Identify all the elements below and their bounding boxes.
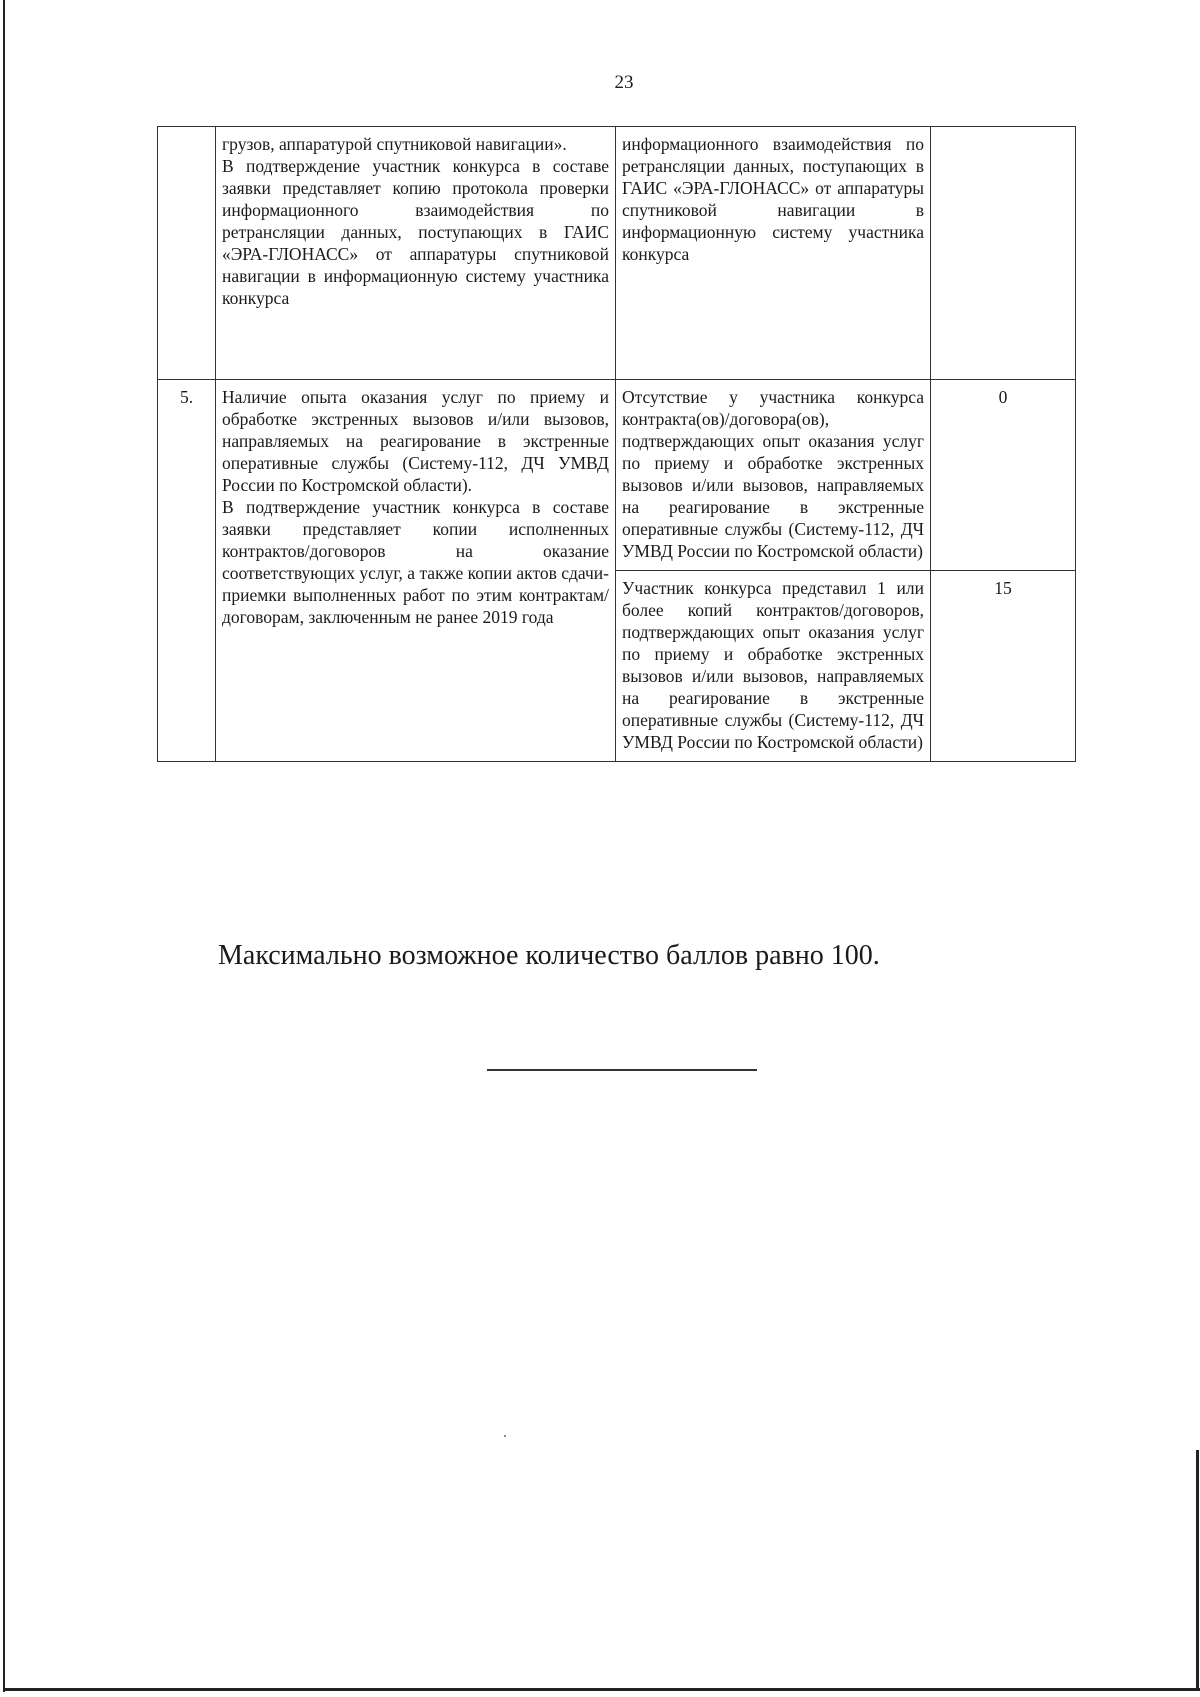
- closing-statement: Максимально возможное количество баллов равно 100.: [218, 940, 880, 971]
- row-number-cell: 5.: [158, 380, 216, 762]
- condition-cell: Участник конкурса представил 1 или более копий контрактов/договоров, подтверждающих опыт оказания услуг по приему и обработке экстренных вызовов и/или вызовов, направляемых на реагирование в экстренные оперативные службы (Систему-112, ДЧ УМВД России по Костромской области): [616, 571, 931, 762]
- criterion-cell: [216, 380, 616, 762]
- points-cell: 15: [931, 571, 1076, 762]
- criterion-cell: [216, 127, 616, 380]
- condition-cell: информационного взаимодействия по ретрансляции данных, поступающих в ГАИС «ЭРА-ГЛОНАСС» от аппаратуры спутниковой навигации в информационную систему участника конкурса: [616, 127, 931, 380]
- table-row: [158, 127, 1076, 380]
- scan-border-right: [1196, 1450, 1199, 1691]
- criterion-paragraph: В подтверждение участник конкурса в составе заявки представляет копию протокола проверки информационного взаимодействия по ретрансляции данных, поступающих в ГАИС «ЭРА-ГЛОНАСС» от аппаратуры спутниковой навигации в информационную систему участника конкурса: [222, 156, 609, 308]
- separator-line: [487, 1069, 757, 1071]
- page-number: 23: [614, 72, 634, 93]
- criteria-table: [157, 126, 1076, 762]
- scan-border-left: [3, 0, 5, 1692]
- row-number-cell: [158, 127, 216, 380]
- criterion-paragraph: грузов, аппаратурой спутниковой навигации».: [222, 134, 567, 154]
- condition-cell: Отсутствие у участника конкурса контракта(ов)/договора(ов), подтверждающих опыт оказания услуг по приему и обработке экстренных вызовов и/или вызовов, направляемых на реагирование в экстренные оперативные службы (Систему-112, ДЧ УМВД России по Костромской области): [616, 380, 931, 571]
- points-cell: [931, 127, 1076, 380]
- scan-border-bottom: [3, 1688, 1200, 1691]
- criterion-paragraph: В подтверждение участник конкурса в составе заявки представляет копии исполненных контрактов/договоров на оказание соответствующих услуг, а также копии актов сдачи-приемки выполненных работ по этим контрактам/договорам, заключенным не ранее 2019 года: [222, 497, 609, 627]
- points-cell: 0: [931, 380, 1076, 571]
- scan-speck: [504, 1435, 506, 1437]
- table-row: [158, 380, 1076, 571]
- criterion-paragraph: Наличие опыта оказания услуг по приему и обработке экстренных вызовов и/или вызовов, направляемых на реагирование в экстренные оперативные службы (Систему-112, ДЧ УМВД России по Костромской области).: [222, 387, 609, 495]
